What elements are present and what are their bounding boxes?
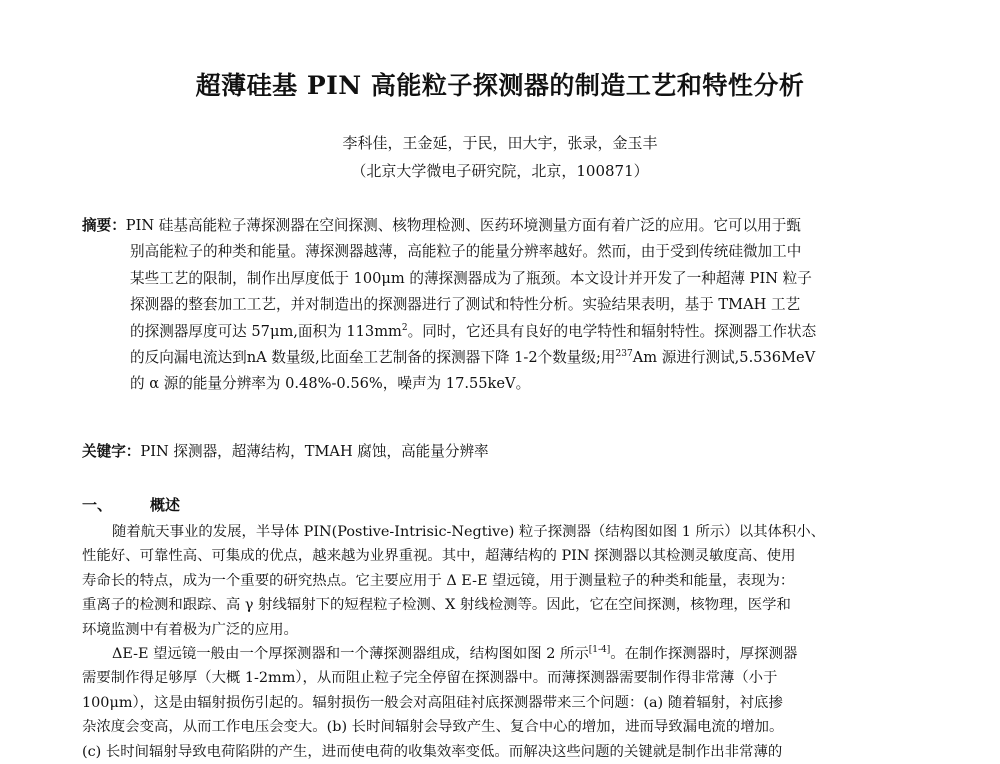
abstract-text: 的反向漏电流达到nA 数量级,比面垒工艺制备的探测器下降 1-2个数量级;用 — [130, 349, 616, 367]
abstract — [82, 213, 944, 398]
paragraph-line: 100μm），这是由辐射损伤引起的。辐射损伤一般会对高阻硅衬底探测器带来三个问题：(a) 随着辐射，衬底掺 — [82, 694, 783, 711]
abstract-text: PIN 硅基高能粒子薄探测器在空间探测、核物理检测、医药环境测量方面有着广泛的应用。它可以用于甄 — [125, 217, 801, 234]
paragraph-line: 环境监测中有着极为广泛的应用。 — [82, 621, 298, 638]
paragraph-line: 寿命长的特点，成为一个重要的研究热点。它主要应用于 Δ E-E 望远镜，用于测量粒子的种类和能量，表现为： — [82, 572, 795, 589]
section-number: 一、 — [82, 496, 113, 514]
abstract-line: 别高能粒子的种类和能量。薄探测器越薄，高能粒子的能量分辨率越好。然而，由于受到传统硅微加工中 — [130, 243, 802, 261]
affiliation: （北京大学微电子研究院，北京，100871） — [351, 162, 649, 180]
keywords-label: 关键字： — [82, 443, 141, 460]
paragraph-line: 需要制作得足够厚（大概 1-2mm），从而阻止粒子完全停留在探测器中。而薄探测器需要制作得非常薄（小于 — [82, 670, 778, 687]
paragraph-line: (c) 长时间辐射导致电荷陷阱的产生，进而使电荷的收集效率变低。而解决这些问题的关键就是制作出非常薄的 — [82, 743, 783, 760]
paragraph-line: 重离子的检测和跟踪、高 γ 射线辐射下的短程粒子检测、X 射线检测等。因此，它在空间探测，核物理，医学和 — [82, 597, 791, 614]
paragraph-line — [82, 642, 944, 666]
paragraph-text: 。在制作探测器时，厚探测器 — [610, 646, 798, 663]
citation: [1-4] — [588, 645, 611, 656]
keywords — [82, 440, 944, 461]
abstract-label: 摘要： — [82, 217, 126, 234]
abstract-text: 的探测器厚度可达 57μm,面积为 113mm — [130, 322, 402, 340]
paragraph-line: 性能好、可靠性高、可集成的优点，越来越为业界重视。其中，超薄结构的 PIN 探测器以其检测灵敏度高、使用 — [82, 548, 796, 565]
abstract-line — [82, 345, 944, 371]
abstract-line — [82, 213, 944, 239]
abstract-text: Am 源进行测试,5.536MeV — [632, 349, 816, 367]
paragraph-line: 随着航天事业的发展，半导体 PIN(Postive-Intrisic-Negtive) 粒子探测器（结构图如图 1 所示）以其体积小、 — [112, 524, 826, 540]
superscript: 237 — [615, 349, 633, 360]
section-heading — [82, 494, 180, 515]
abstract-line: 的 α 源的能量分辨率为 0.48%-0.56%，噪声为 17.55keV。 — [130, 375, 531, 393]
superscript: 2 — [401, 322, 408, 333]
abstract-text: 。同时，它还具有良好的电学特性和辐射特性。探测器工作状态 — [407, 322, 817, 340]
section-title: 概述 — [150, 496, 181, 514]
keywords-text: PIN 探测器，超薄结构，TMAH 腐蚀，高能量分辨率 — [140, 443, 489, 460]
author-list: 李科佳，王金延，于民，田大宇，张录，金玉丰 — [342, 134, 658, 152]
abstract-line: 某些工艺的限制，制作出厚度低于 100μm 的薄探测器成为了瓶颈。本文设计并开发了一种超薄 PIN 粒子 — [130, 269, 812, 287]
abstract-line: 探测器的整套加工工艺，并对制造出的探测器进行了测试和特性分析。实验结果表明，基于 TMAH 工艺 — [130, 296, 801, 314]
body-text — [82, 520, 944, 764]
paper-title: 超薄硅基 PIN 高能粒子探测器的制造工艺和特性分析 — [195, 71, 805, 100]
abstract-line — [82, 319, 944, 345]
paragraph-text: ΔE-E 望远镜一般由一个厚探测器和一个薄探测器组成，结构图如图 2 所示 — [112, 646, 589, 663]
paragraph-line: 杂浓度会变高，从而工作电压会变大。(b) 长时间辐射会导致产生、复合中心的增加，进而导致漏电流的增加。 — [82, 719, 784, 736]
